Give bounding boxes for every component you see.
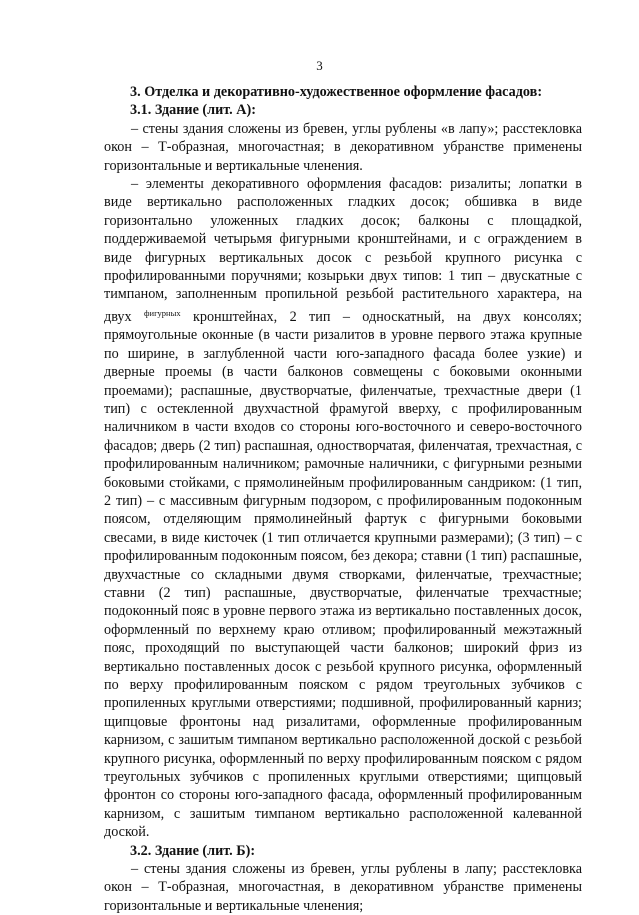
building-b-title: 3.2. Здание (лит. Б): (130, 842, 256, 859)
section-title: 3. Отделка и декоративно-художественное оформление фасадов: (130, 84, 543, 100)
building-a-title: 3.1. Здание (лит. А): (130, 102, 256, 119)
decor-text-end: кронштейнах, 2 тип – односкатный, на двух консолях; прямоугольные оконные (в части ризалитов в уровне первого этажа крупные по ширине, в заглубленной части юго-западного фасада более узкие) и дверные проемы (в части балконов совмещены с боковыми оконными проемами); распашные, двустворчатые, филенчатые, трехчастные двери (1 тип) с остекленной двухчастной фрамугой вверху, с профилированным наличником в части входов со стороны юго-восточного и северо-восточного фасадов; дверь (2 тип) распашная, одностворчатая, филенчатая, трехчастная, с профилированным наличником; рамочные наличники, с фигурными резными боковыми стойками, с прямолинейным профилированным сандриком: (1 тип, 2 тип) – с массивным фигурным подзором, с профилированным подоконным поясом, отделяющим прямолинейный фартук с фигурными боковыми свесами, в виде кисточек (1 тип отличается крупными размерами); (3 тип) – с профилированным подоконным поясом, без декора; ставни (1 тип) распашные, двухчастные со складными двумя створками, филенчатые, трехчастные; ставни (2 тип) распашные, двустворчатые, филенчатые трехчастные; подоконный пояс в уровне первого этажа из вертикально поставленных досок, оформленный по верхнему краю отливом; профилированный межэтажный пояс, проходящий по выступающей части балконов; широкий фриз из вертикально поставленных досок с резьбой крупного рисунка, оформленный по верху профилированным пояском с рядом треугольных зубчиков с пропиленных круглыми отверстиями; подшивной, профилированный карниз; щипцовые фронтоны над ризалитами, оформленные профилированным карнизом, с зашитым тимпаном вертикально расположенной доской с резьбой крупного рисунка, оформленный по верху профилированным пояском с рядом треугольных зубчиков с пропиленных круглыми отверстиями; щипцовый фронтон со стороны юго-западного фасада, оформленный профилированным карнизом, с зашитым тимпаном вертикально расположенной калеванной доской. (104, 308, 582, 841)
decor-text-start: – элементы декоративного оформления фасадов: ризалиты; лопатки в виде вертикально расположенных гладких досок; обшивка в виде горизонтально уложенных гладких досок; балконы с площадкой, поддерживаемой четырьмя фигурными кронштейнами, и с ограждением в виде фигурных вертикальных досок с резьбой крупного рисунка с профилированными поручнями; козырьки двух типов: 1 тип – двускатные с тимпаном, заполненным пропильной резьбой растительного характера, на двух (104, 176, 582, 325)
superscript-insert: фигурных (144, 307, 181, 318)
building-b-walls-paragraph: – стены здания сложены из бревен, углы рублены в лапу; расстекловка окон – Т-образная, многочастная, в декоративном убранстве применены горизонтальные и вертикальные членения; (104, 861, 582, 914)
document-body (104, 83, 582, 915)
building-a-decor-paragraph (104, 175, 582, 842)
building-a-walls-paragraph: – стены здания сложены из бревен, углы рублены «в лапу»; расстекловка окон – Т-образная, многочастная; в декоративном убранстве применены горизонтальные и вертикальные членения. (104, 120, 582, 174)
page-number: 3 (316, 58, 323, 73)
